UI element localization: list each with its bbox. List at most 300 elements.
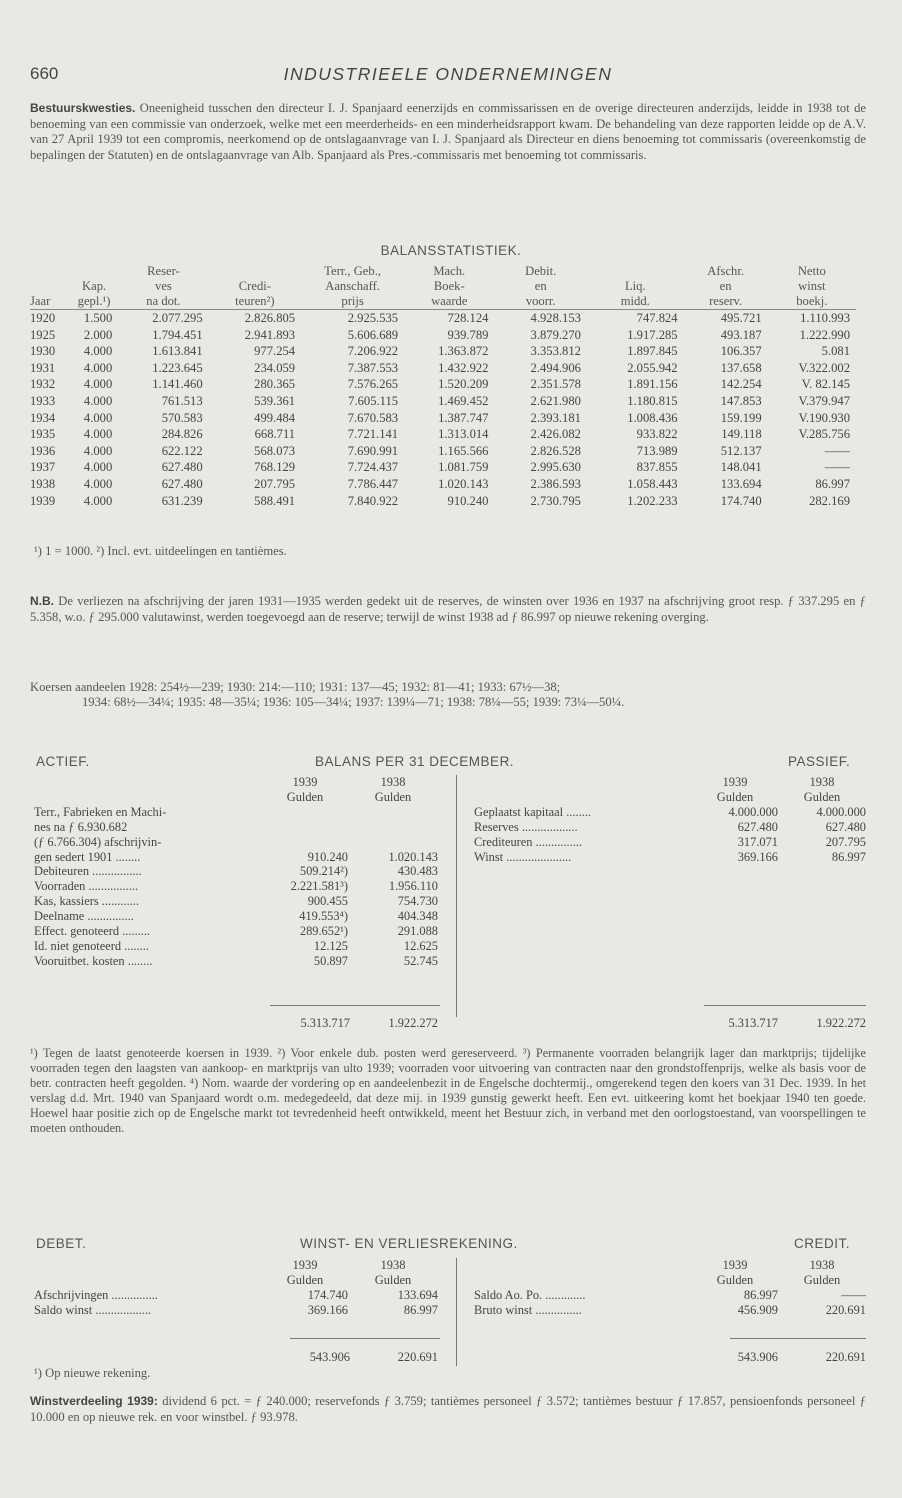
unit-header-row (34, 1273, 438, 1288)
value-cell: 512.137 (720, 443, 762, 458)
bestuur-lead: Bestuurskwesties. (30, 101, 136, 115)
value-cell: 4.000 (83, 360, 113, 375)
value-1939: 317.071 (737, 834, 778, 849)
value-cell: 1.202.233 (627, 493, 678, 508)
value-cell: 570.583 (161, 410, 203, 425)
value-cell: 280.365 (254, 377, 296, 392)
year-cell: 1933 (30, 393, 56, 408)
value-1939 (262, 805, 348, 820)
actief-table (34, 775, 438, 969)
item-label: Bruto winst ............... (474, 1302, 582, 1317)
stats-header-cell (587, 264, 684, 279)
stats-header-cell (209, 264, 301, 279)
stats-header-cell: Boek- (433, 279, 465, 293)
value-cell: 174.740 (720, 493, 762, 508)
passief-total-1938: 1.922.272 (816, 1016, 866, 1030)
stats-title: BALANSSTATISTIEK. (380, 243, 522, 258)
value-1938 (348, 835, 438, 850)
value-cell: 499.484 (254, 410, 296, 425)
value-1938: 430.483 (397, 864, 438, 879)
stats-header-cell: gepl.¹) (70, 294, 118, 310)
item-label: gen sedert 1901 ........ (34, 849, 141, 864)
value-1938: 627.480 (825, 819, 866, 834)
value-1939: 456.909 (737, 1302, 778, 1317)
list-item (34, 835, 438, 850)
item-label: Geplaatst kapitaal ........ (474, 804, 591, 819)
list-item (34, 954, 438, 969)
value-cell: 4.000 (83, 427, 113, 442)
value-cell: 768.129 (254, 460, 296, 475)
value-cell: 5.606.689 (347, 327, 399, 342)
table-row (30, 459, 856, 476)
value-cell: V. 82.145 (801, 377, 850, 392)
year-header: 1939 (292, 775, 318, 789)
unit-header-row (474, 1273, 866, 1288)
actief-total-1938: 1.922.272 (388, 1016, 438, 1030)
value-1938: 220.691 (825, 1302, 866, 1317)
value-1938: 86.997 (403, 1302, 438, 1317)
item-label: Voorraden ................ (34, 879, 139, 894)
stats-header-cell: Terr., Geb., (324, 264, 381, 278)
value-cell: 7.724.437 (347, 460, 399, 475)
value-cell: 1.058.443 (627, 476, 678, 491)
stats-header-cell: Afschr. (707, 264, 744, 278)
stats-header-cell: Aanschaff. (325, 279, 380, 293)
value-cell: 1.222.990 (799, 327, 850, 342)
value-cell: 3.879.270 (530, 327, 581, 342)
value-cell: 7.721.141 (347, 427, 399, 442)
year-header: 1939 (292, 1258, 318, 1272)
spacer (34, 790, 262, 805)
value-cell: 1.165.566 (438, 443, 489, 458)
year-header: 1938 (380, 1258, 406, 1272)
unit-header: Gulden (716, 1272, 754, 1287)
actief-label: ACTIEF. (36, 754, 90, 769)
nb-lead: N.B. (30, 594, 54, 608)
value-cell: 1.432.922 (438, 360, 489, 375)
stats-header-cell: ves (155, 279, 172, 293)
value-cell: 4.000 (83, 377, 113, 392)
value-1939: 50.897 (313, 953, 348, 968)
stats-header-cell: Liq. (624, 279, 646, 293)
page-number: 660 (30, 64, 59, 83)
table-row (30, 443, 856, 460)
item-label: Saldo winst .................. (34, 1302, 152, 1317)
year-header: 1938 (809, 775, 835, 789)
value-1938 (348, 805, 438, 820)
item-label: Winst ..................... (474, 849, 572, 864)
value-cell: 627.480 (161, 476, 203, 491)
value-cell: 1.520.209 (438, 377, 489, 392)
unit-header: Gulden (716, 789, 754, 804)
value-cell: 284.826 (161, 427, 203, 442)
debet-total-rule (290, 1338, 440, 1339)
value-cell: 7.690.991 (347, 443, 399, 458)
stats-header-cell: Debit. (525, 264, 557, 278)
value-cell: 761.513 (161, 393, 203, 408)
value-cell: 4.928.153 (530, 311, 581, 325)
value-cell: 1.897.845 (627, 344, 678, 359)
value-cell: 2.000 (83, 327, 113, 342)
value-cell: 1.917.285 (627, 327, 678, 342)
value-1938: 4.000.000 (816, 804, 866, 819)
value-cell: 495.721 (720, 311, 762, 325)
value-1939: 627.480 (737, 819, 778, 834)
stats-header-cell: Reser- (147, 264, 180, 278)
year-cell: 1932 (30, 377, 56, 392)
stats-header-cell: Kap. (82, 279, 107, 293)
value-1939: 4.000.000 (728, 804, 778, 819)
value-cell: 977.254 (254, 344, 296, 359)
value-cell: 148.041 (720, 460, 762, 475)
value-cell: 7.786.447 (347, 476, 399, 491)
value-1939: 509.214²) (299, 864, 348, 879)
debet-total-1939: 543.906 (309, 1350, 350, 1364)
year-cell: 1938 (30, 476, 56, 491)
value-1939: 369.166 (737, 849, 778, 864)
value-cell: 147.853 (720, 393, 762, 408)
balans-footnotes: ¹) Tegen de laatst genoteerde koersen in 1939. ²) Voor enkele dub. posten werd gereserveerd. ³) Permanente voorraden belangrijk lager dan marktprijs; tijdelijke voorraden tegen den laagsten van aankoop- en marktprijs van ulto 1939; voorraden voor uitvoering van contracten naar den grondstoffenprijs, welke als basis voor de betr. contracten heeft gegolden. ⁴) Nom. waarde der vordering op en aandeelenbezit in de Engelsche dochtermij., omgerekend tegen den koers van 31 Dec. 1939. In het verslag d.d. Mrt. 1940 van Spanjaard wordt o.m. medegedeeld, dat deze mij. in 1939 gunstig gewerkt heeft. Een evt. uitkeering komt het boekjaar 1940 ten goede. Hoewel haar positie zich op de Engelsche markt tot tevredenheid heeft ontwikkeld, meent het Bestuur zich, in verband met den oorlogstoestand, van voorspellingen te moeten onthouden. (30, 1046, 866, 1136)
value-1939 (262, 835, 348, 850)
value-cell: 1.081.759 (438, 460, 489, 475)
spacer (474, 775, 692, 790)
value-cell: 933.822 (636, 427, 678, 442)
stats-header-cell: reserv. (684, 294, 768, 310)
value-1938 (348, 820, 438, 835)
stats-header-cell: voorr. (494, 294, 586, 310)
stats-header-cell: winst (798, 279, 826, 293)
debet-table (34, 1258, 438, 1318)
spacer (474, 790, 692, 805)
value-cell: 1.469.452 (438, 393, 489, 408)
value-cell: 1.387.747 (438, 410, 489, 425)
balans-title: BALANS PER 31 DECEMBER. (315, 754, 515, 769)
value-cell: 2.494.906 (530, 360, 581, 375)
value-cell: 728.124 (447, 311, 489, 325)
wv-title: WINST- EN VERLIESREKENING. (300, 1236, 518, 1251)
value-cell: 1.363.872 (438, 344, 489, 359)
value-1938: 1.956.110 (388, 879, 438, 894)
year-header-row (474, 775, 866, 790)
value-cell: 1.794.451 (152, 327, 203, 342)
year-header-row (34, 775, 438, 790)
winstverdeeling-text: dividend 6 pct. = ƒ 240.000; reservefonds ƒ 3.759; tantièmes personeel ƒ 3.572; tantièmes bestuur ƒ 17.857, pensioenfonds personeel ƒ 10.000 en op nieuwe rek. en voor winstbel. ƒ 93.978. (30, 1394, 866, 1424)
actief-total-1939: 5.313.717 (300, 1016, 350, 1030)
value-cell: 137.658 (720, 360, 762, 375)
nb-paragraph (30, 594, 866, 625)
unit-header-row (34, 790, 438, 805)
year-cell: 1925 (30, 327, 56, 342)
winstverdeeling-lead: Winstverdeeling 1939: (30, 1394, 158, 1408)
value-cell: 7.206.922 (347, 344, 399, 359)
running-title: INDUSTRIEELE ONDERNEMINGEN (283, 64, 613, 84)
value-cell: 282.169 (809, 493, 850, 508)
stats-header-cell: boekj. (768, 294, 856, 310)
item-label: Effect. genoteerd ......... (34, 924, 151, 939)
list-item (474, 820, 866, 835)
value-cell: 7.670.583 (347, 410, 399, 425)
value-cell: 4.000 (83, 410, 113, 425)
stats-footnote: ¹) 1 = 1000. ²) Incl. evt. uitdeelingen en tantièmes. (34, 544, 287, 558)
value-1938: 404.348 (397, 909, 438, 924)
stats-header-row (30, 264, 856, 279)
item-label: (ƒ 6.766.304) afschrijvin- (34, 834, 162, 849)
passief-total-rule (704, 1005, 866, 1006)
year-cell: 1939 (30, 493, 56, 508)
unit-header: Gulden (286, 1272, 324, 1287)
list-item (474, 805, 866, 820)
value-cell: 1.313.014 (438, 427, 489, 442)
value-cell: 149.118 (721, 427, 762, 442)
table-row (30, 360, 856, 377)
value-cell: 939.789 (447, 327, 489, 342)
unit-header: Gulden (803, 1272, 841, 1287)
item-label: nes na ƒ 6.930.682 (34, 819, 128, 834)
item-label: Terr., Fabrieken en Machi- (34, 804, 167, 819)
stats-header-cell (30, 279, 70, 294)
list-item (474, 1288, 866, 1303)
value-cell: 4.000 (83, 393, 113, 408)
list-item (34, 850, 438, 865)
value-cell: 1.891.156 (627, 377, 678, 392)
year-header: 1938 (380, 775, 406, 789)
item-label: Saldo Ao. Po. ............. (474, 1287, 586, 1302)
value-cell: 7.576.265 (347, 377, 399, 392)
year-cell: 1934 (30, 410, 56, 425)
item-label: Crediteuren ............... (474, 834, 583, 849)
value-cell: —— (824, 443, 850, 458)
value-cell: 2.826.805 (244, 311, 296, 325)
spacer (34, 1258, 262, 1273)
value-cell: 1.613.841 (152, 344, 203, 359)
passief-table (474, 775, 866, 864)
year-cell: 1937 (30, 460, 56, 475)
value-cell: 1.500 (83, 311, 113, 325)
bestuur-text: Oneenigheid tusschen den directeur I. J. Spanjaard eenerzijds en commissarissen en de overige directeuren anderzijds, leidde in 1938 tot de benoeming van een commissie van onderzoek, welke met een meerderheids- en een minderheidsrapport kwam. De behandeling van deze rapporten leidde op de A.V. van 27 April 1939 tot een compromis, neerkomend op de ontslagaanvrage van I. J. Spanjaard als Directeur en diens benoeming tot commissaris (overeenkomstig de bepalingen der Statuten) en de ontslagaanvrage van Alb. Spanjaard als Pres.-commissaris met benoeming tot commissaris. (30, 101, 866, 162)
list-item (34, 909, 438, 924)
list-item (34, 1288, 438, 1303)
credit-total-1939: 543.906 (737, 1350, 778, 1364)
value-cell: 106.357 (720, 344, 762, 359)
balance-statistics-table (30, 264, 856, 509)
year-cell: 1936 (30, 443, 56, 458)
wv-footnote: ¹) Op nieuwe rekening. (34, 1366, 151, 1380)
value-cell: 2.426.082 (530, 427, 581, 442)
value-cell: 142.254 (720, 377, 762, 392)
value-cell: 2.730.795 (530, 493, 581, 508)
value-cell: 1.110.993 (800, 311, 850, 325)
value-1938: 291.088 (397, 924, 438, 939)
year-header: 1938 (809, 1258, 835, 1272)
debet-label: DEBET. (36, 1236, 87, 1251)
list-item (34, 894, 438, 909)
value-cell: 668.711 (254, 427, 296, 442)
item-label: Deelname ............... (34, 909, 134, 924)
value-cell: 747.824 (636, 311, 678, 325)
item-label: Kas, kassiers ............ (34, 894, 139, 909)
spacer (34, 1273, 262, 1288)
value-cell: V.322.002 (798, 360, 850, 375)
bestuur-paragraph (30, 101, 866, 163)
list-item (34, 1303, 438, 1318)
value-cell: 2.826.528 (530, 443, 581, 458)
value-cell: 4.000 (83, 476, 113, 491)
value-cell: V.285.756 (798, 427, 850, 442)
stats-header-cell: Mach. (433, 264, 466, 278)
credit-label: CREDIT. (794, 1236, 851, 1251)
list-item (34, 864, 438, 879)
value-1938: 12.625 (403, 938, 438, 953)
spacer (34, 775, 262, 790)
unit-header: Gulden (374, 789, 412, 804)
stats-header-cell: na dot. (118, 294, 208, 310)
value-1939: 2.221.581³) (290, 879, 348, 894)
value-1939: 369.166 (307, 1302, 348, 1317)
value-cell: 5.081 (821, 344, 850, 359)
value-cell: 7.840.922 (347, 493, 399, 508)
table-row (30, 426, 856, 443)
year-header: 1939 (722, 775, 748, 789)
stats-header-cell: prijs (301, 294, 404, 310)
stats-header-cell: midd. (587, 294, 684, 310)
year-cell: 1930 (30, 344, 56, 359)
table-row (30, 410, 856, 427)
unit-header: Gulden (803, 789, 841, 804)
list-item (34, 924, 438, 939)
value-cell: 4.000 (83, 460, 113, 475)
stats-header-cell: Jaar (30, 294, 70, 310)
value-1938: 133.694 (397, 1287, 438, 1302)
value-cell: 627.480 (161, 460, 203, 475)
value-1939: 86.997 (743, 1287, 778, 1302)
list-item (34, 820, 438, 835)
value-cell: 2.995.630 (530, 460, 581, 475)
value-cell: 713.989 (636, 443, 678, 458)
balans-divider (456, 775, 457, 1017)
value-1939: 910.240 (307, 849, 348, 864)
stats-header-cell: teuren²) (209, 294, 301, 310)
value-1938: 86.997 (831, 849, 866, 864)
value-cell: 910.240 (447, 493, 489, 508)
unit-header-row (474, 790, 866, 805)
value-cell: 1.141.460 (152, 377, 203, 392)
year-header-row (34, 1258, 438, 1273)
stats-header-cell: Credi- (238, 279, 271, 293)
value-cell: 2.925.535 (347, 311, 399, 325)
list-item (34, 805, 438, 820)
koersen-line-2: 1934: 68½—34¼; 1935: 48—35¼; 1936: 105—34¼; 1937: 139¼—71; 1938: 78¼—55; 1939: 73¼—50¼. (82, 695, 625, 709)
value-cell: 2.351.578 (530, 377, 581, 392)
value-cell: 2.941.893 (244, 327, 296, 342)
value-cell: 4.000 (83, 493, 113, 508)
stats-header-cell (30, 264, 70, 279)
table-row (30, 327, 856, 344)
value-cell: 86.997 (815, 476, 850, 491)
debet-total-1938: 220.691 (397, 1350, 438, 1364)
value-cell: 2.393.181 (530, 410, 581, 425)
value-cell: 539.361 (254, 393, 296, 408)
value-cell: 4.000 (83, 344, 113, 359)
passief-label: PASSIEF. (788, 754, 851, 769)
value-cell: 159.199 (720, 410, 762, 425)
value-1938: 52.745 (403, 953, 438, 968)
table-row (30, 493, 856, 510)
unit-header: Gulden (286, 789, 324, 804)
winstverdeeling-paragraph (30, 1394, 866, 1425)
stats-header-row (30, 294, 856, 310)
koersen-line-1: Koersen aandeelen 1928: 254½—239; 1930: 214:—110; 1931: 137—45; 1932: 81—41; 1933: 67½—38; (30, 680, 561, 694)
value-cell: 2.055.942 (627, 360, 678, 375)
year-cell: 1920 (30, 311, 56, 325)
item-label: Debiteuren ................ (34, 864, 142, 879)
table-row (30, 393, 856, 410)
year-cell: 1931 (30, 360, 56, 375)
spacer (474, 1273, 692, 1288)
credit-total-rule (730, 1338, 866, 1339)
spacer (474, 1258, 692, 1273)
stats-header-cell: en (534, 279, 547, 293)
value-cell: 631.239 (161, 493, 203, 508)
year-header: 1939 (722, 1258, 748, 1272)
value-cell: 1.223.645 (152, 360, 203, 375)
value-1939: 12.125 (313, 938, 348, 953)
value-1938: 207.795 (825, 834, 866, 849)
list-item (474, 850, 866, 865)
value-cell: 2.621.980 (530, 393, 581, 408)
wv-divider (456, 1258, 457, 1366)
value-cell: V.379.947 (798, 393, 850, 408)
stats-header-cell: en (719, 279, 732, 293)
value-cell: —— (824, 460, 850, 475)
list-item (34, 879, 438, 894)
credit-total-1938: 220.691 (825, 1350, 866, 1364)
value-cell: V.190.930 (798, 410, 850, 425)
list-item (474, 1303, 866, 1318)
table-row (30, 310, 856, 327)
value-cell: 7.605.115 (348, 393, 399, 408)
stats-header-cell: Netto (797, 264, 826, 278)
year-header-row (474, 1258, 866, 1273)
item-label: Id. niet genoteerd ........ (34, 938, 149, 953)
value-cell: 1.180.815 (627, 393, 678, 408)
value-cell: 133.694 (720, 476, 762, 491)
value-cell: 234.059 (254, 360, 296, 375)
value-1938: 1.020.143 (388, 849, 438, 864)
passief-total-1939: 5.313.717 (728, 1016, 778, 1030)
value-cell: 7.387.553 (347, 360, 399, 375)
value-cell: 207.795 (254, 476, 296, 491)
stats-header-cell (70, 264, 118, 279)
value-cell: 568.073 (254, 443, 296, 458)
item-label: Afschrijvingen ............... (34, 1287, 158, 1302)
value-cell: 4.000 (83, 443, 113, 458)
item-label: Reserves .................. (474, 819, 578, 834)
stats-header-cell: waarde (404, 294, 494, 310)
value-cell: 3.353.812 (530, 344, 581, 359)
value-cell: 2.077.295 (152, 311, 203, 325)
value-1938: —— (841, 1287, 866, 1302)
value-1939: 900.455 (307, 894, 348, 909)
stats-header-row (30, 279, 856, 294)
credit-table (474, 1258, 866, 1318)
value-cell: 2.386.593 (530, 476, 581, 491)
unit-header: Gulden (374, 1272, 412, 1287)
table-row (30, 476, 856, 493)
nb-text: De verliezen na afschrijving der jaren 1931—1935 werden gedekt uit de reserves, de winsten over 1936 en 1937 na afschrijving groot resp. ƒ 337.295 en ƒ 5.358, w.o. ƒ 295.000 valutawinst, werden toegevoegd aan de reserve; terwijl de winst 1938 ad ƒ 86.997 op nieuwe rekening overging. (30, 594, 866, 624)
actief-total-rule (270, 1005, 440, 1006)
year-cell: 1935 (30, 427, 56, 442)
value-cell: 622.122 (161, 443, 203, 458)
